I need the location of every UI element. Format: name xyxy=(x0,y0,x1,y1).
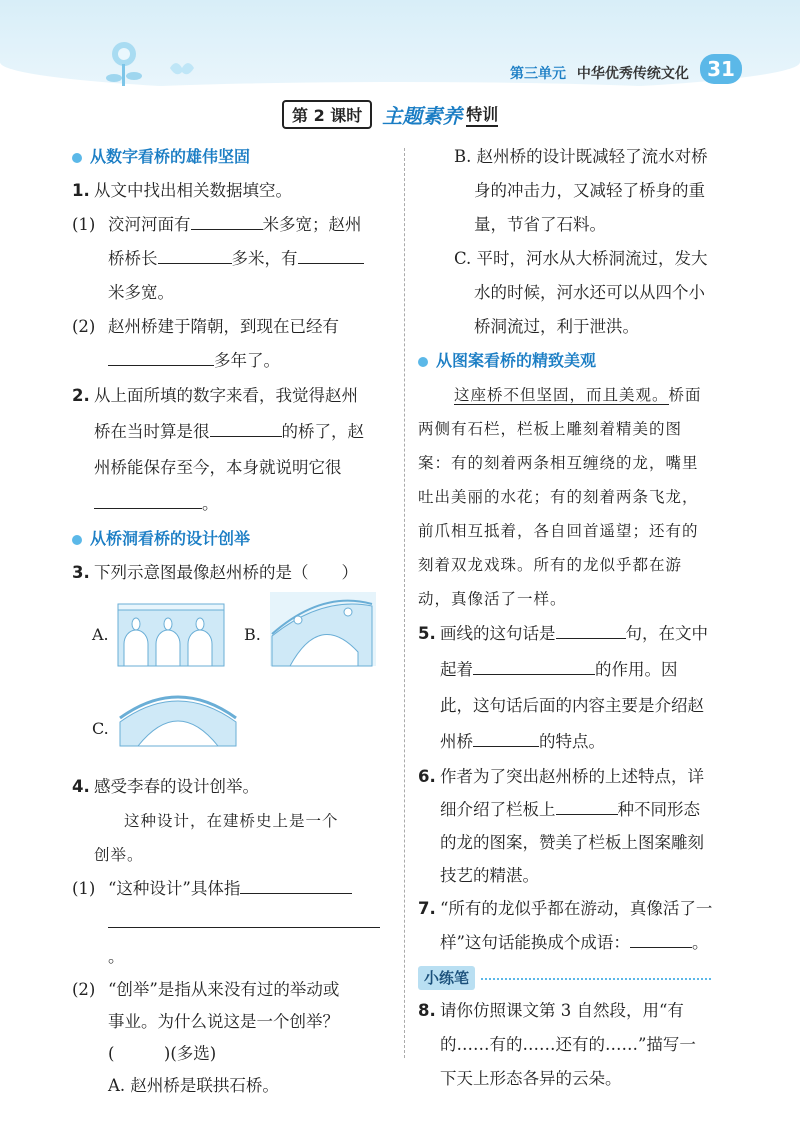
text: 这种设计，在建桥史上是一个 xyxy=(124,812,339,830)
quote-sentence xyxy=(72,804,392,838)
text: 米多宽；赵州 xyxy=(262,215,362,234)
text: 量，节省了石料。 xyxy=(474,215,606,234)
text: 细介绍了栏板上 xyxy=(440,800,556,819)
bridge-option-b-icon[interactable] xyxy=(268,590,378,668)
text: 吐出美丽的水花；有的刻着两条飞龙， xyxy=(418,488,699,506)
bridge-options-row xyxy=(72,590,392,688)
underlined-sentence: 这座桥不但坚固，而且美观。 xyxy=(454,386,669,404)
text: 洨河河面有 xyxy=(108,215,191,234)
text: 刻着双龙戏珠。所有的龙似乎都在游 xyxy=(418,556,683,574)
text: 多米，有 xyxy=(231,249,298,268)
question-text: 感受李春的设计创举。 xyxy=(94,777,259,796)
text: 两侧有石栏，栏板上雕刻着精美的图 xyxy=(418,420,683,438)
text: 水的时候，河水还可以从四个小 xyxy=(474,283,705,302)
flower-decoration-icon xyxy=(100,38,210,90)
answer-blank[interactable] xyxy=(630,929,692,948)
text: 技艺的精湛。 xyxy=(440,866,539,885)
answer-blank[interactable] xyxy=(210,418,282,437)
question-7 xyxy=(418,892,736,960)
answer-blank[interactable] xyxy=(556,620,626,639)
text: 的特点。 xyxy=(539,732,605,751)
answer-blank[interactable] xyxy=(94,490,202,509)
question-4-2 xyxy=(72,974,392,1102)
text: 种不同形态 xyxy=(617,800,700,819)
text: 样”这句话能换成个成语： xyxy=(440,933,630,952)
page-number: 31 xyxy=(700,54,742,84)
title-main: 主题素养 xyxy=(382,103,463,128)
text: 的龙的图案，赞美了栏板上图案雕刻 xyxy=(440,833,704,852)
sub-number: (1) xyxy=(72,215,96,234)
answer-blank[interactable] xyxy=(473,728,539,747)
text: 桥在当时算是很 xyxy=(94,422,210,441)
text: 请你仿照课文第 3 自然段，用“有 xyxy=(440,1001,684,1020)
text: 的作用。因 xyxy=(595,660,678,679)
page-title xyxy=(282,100,498,128)
bridge-option-c-row xyxy=(72,688,392,770)
bridge-option-a-icon[interactable] xyxy=(116,602,226,668)
answer-blank[interactable] xyxy=(108,909,380,928)
answer-blank[interactable] xyxy=(191,211,263,230)
dotted-divider xyxy=(481,978,711,980)
header-text xyxy=(510,63,689,83)
text: 作者为了突出赵州桥的上述特点，详 xyxy=(440,767,704,786)
option-b-label[interactable]: B. xyxy=(244,625,261,644)
answer-blank[interactable] xyxy=(240,875,352,894)
practice-heading xyxy=(418,960,736,994)
text: 案：有的刻着两条相互缠绕的龙，嘴里 xyxy=(418,454,699,472)
text: 身的冲击力，又减轻了桥身的重 xyxy=(474,181,705,200)
text: 句，在文中 xyxy=(625,624,708,643)
sub-number: (2) xyxy=(72,317,96,336)
text: 桥洞流过，利于泄洪。 xyxy=(474,317,639,336)
question-4 xyxy=(72,770,392,804)
practice-label: 小练笔 xyxy=(418,966,475,990)
text: 州桥能保存至今，本身就说明它很 xyxy=(94,458,342,477)
text: 前爪相互抵着，各自回首遥望；还有的 xyxy=(418,522,699,540)
column-divider xyxy=(404,148,405,1058)
option-b[interactable] xyxy=(418,140,736,242)
question-6 xyxy=(418,760,736,892)
question-number: 1. xyxy=(72,181,90,200)
text: 多年了。 xyxy=(214,351,280,370)
sub-number: (2) xyxy=(72,980,96,999)
text: 。 xyxy=(108,947,125,966)
right-column xyxy=(418,140,736,1096)
lesson-label: 第 2 课时 xyxy=(282,100,372,129)
question-number: 4. xyxy=(72,777,90,796)
question-1 xyxy=(72,174,392,208)
text: “这种设计”具体指 xyxy=(108,879,241,898)
question-2 xyxy=(72,378,392,522)
text: 事业。为什么说这是一个创举？ xyxy=(108,1012,339,1031)
text: 下天上形态各异的云朵。 xyxy=(440,1069,622,1088)
answer-blank[interactable] xyxy=(473,656,595,675)
question-1-1 xyxy=(72,208,392,310)
text: 桥面 xyxy=(668,386,702,404)
text: 的桥了，赵 xyxy=(281,422,364,441)
text: B. 赵州桥的设计既减轻了流水对桥 xyxy=(454,147,708,166)
answer-brackets: ( )(多选) xyxy=(108,1044,217,1063)
text: C. 平时，河水从大桥洞流过，发大 xyxy=(454,249,708,268)
question-4-1 xyxy=(72,872,392,974)
sub-number: (1) xyxy=(72,879,96,898)
question-number: 5. xyxy=(418,624,436,643)
question-1-2 xyxy=(72,310,392,378)
option-c[interactable] xyxy=(418,242,736,344)
text: “创举”是指从来没有过的举动或 xyxy=(108,980,340,999)
question-text: 下列示意图最像赵州桥的是（ ） xyxy=(94,563,358,582)
answer-blank[interactable] xyxy=(158,245,232,264)
option-a[interactable]: A. 赵州桥是联拱石桥。 xyxy=(108,1076,279,1095)
text: 赵州桥建于隋朝，到现在已经有 xyxy=(108,317,339,336)
text: 米多宽。 xyxy=(108,283,174,302)
question-number: 8. xyxy=(418,1001,436,1020)
quote-sentence-cont xyxy=(72,838,392,872)
text: 桥桥长 xyxy=(108,249,158,268)
text: 动，真像活了一样。 xyxy=(418,590,567,608)
bridge-option-c-icon[interactable] xyxy=(116,688,240,748)
text: 州桥 xyxy=(440,732,473,751)
answer-blank[interactable] xyxy=(556,796,618,815)
text: “所有的龙似乎都在游动，真像活了一 xyxy=(440,899,713,918)
question-3 xyxy=(72,556,392,590)
option-c-label[interactable]: C. xyxy=(92,719,109,738)
answer-blank[interactable] xyxy=(108,347,214,366)
text: 此，这句话后面的内容主要是介绍赵 xyxy=(440,696,704,715)
text: 创举。 xyxy=(94,846,144,864)
text: 从上面所填的数字来看，我觉得赵州 xyxy=(94,386,358,405)
text: 。 xyxy=(202,494,219,513)
unit-label: 第三单元 xyxy=(510,66,566,82)
question-text: 从文中找出相关数据填空。 xyxy=(94,181,292,200)
left-column xyxy=(72,140,392,1102)
text: 的……有的……还有的……”描写一 xyxy=(440,1035,696,1054)
theme-label: 中华优秀传统文化 xyxy=(576,66,689,82)
question-8 xyxy=(418,994,736,1096)
question-5 xyxy=(418,616,736,760)
text: 。 xyxy=(691,933,709,952)
question-number: 7. xyxy=(418,899,436,918)
title-sub: 特训 xyxy=(466,102,498,127)
question-number: 6. xyxy=(418,767,436,786)
option-a-label[interactable]: A. xyxy=(92,625,109,644)
answer-blank[interactable] xyxy=(298,245,364,264)
question-number: 3. xyxy=(72,563,90,582)
text: 起着 xyxy=(440,660,473,679)
reading-passage xyxy=(418,378,736,616)
section-heading-numbers: 从数字看桥的雄伟坚固 xyxy=(72,140,392,174)
question-number: 2. xyxy=(72,386,90,405)
text: 画线的这句话是 xyxy=(440,624,556,643)
section-heading-patterns: 从图案看桥的精致美观 xyxy=(418,344,736,378)
section-heading-arches: 从桥洞看桥的设计创举 xyxy=(72,522,392,556)
